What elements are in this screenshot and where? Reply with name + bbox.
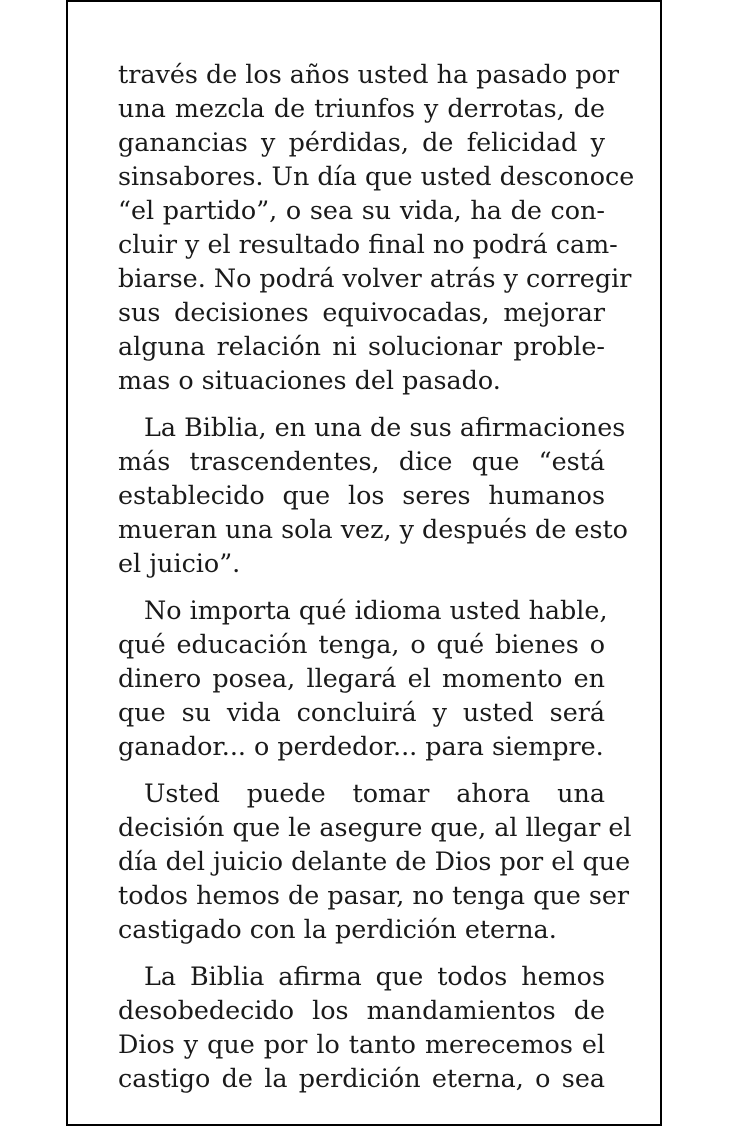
text-line: establecido que los seres humanos bbox=[118, 480, 605, 510]
paragraph-1 bbox=[118, 57, 635, 397]
text-line: todos hemos de pasar, no tenga que ser bbox=[118, 880, 630, 910]
text-line: La Biblia afirma que todos hemos bbox=[144, 961, 605, 991]
text-line: sinsabores. Un día que usted desconoce bbox=[118, 161, 635, 191]
text-line: castigado con la perdición eterna. bbox=[118, 914, 557, 944]
text-line: ganancias y pérdidas, de felicidad y bbox=[118, 127, 605, 157]
text-line: alguna relación ni solucionar proble- bbox=[118, 331, 605, 361]
text-line: cluir y el resultado final no podrá cam- bbox=[118, 229, 618, 259]
text-line: No importa qué idioma usted hable, bbox=[144, 595, 608, 625]
text-line: Usted puede tomar ahora una bbox=[144, 778, 605, 808]
paragraph-4 bbox=[118, 776, 632, 946]
text-line: el juicio”. bbox=[118, 548, 241, 578]
text-line: través de los años usted ha pasado por bbox=[118, 59, 620, 89]
text-line: sus decisiones equivocadas, mejorar bbox=[118, 297, 605, 327]
text-line: Dios y que por lo tanto merecemos el bbox=[118, 1029, 605, 1059]
text-line: qué educación tenga, o qué bienes o bbox=[118, 629, 605, 659]
paragraph-5 bbox=[118, 959, 605, 1095]
text-column bbox=[118, 57, 635, 1108]
text-line: dinero posea, llegará el momento en bbox=[118, 663, 605, 693]
text-line: que su vida concluirá y usted será bbox=[118, 697, 605, 727]
text-line: La Biblia, en una de sus afirmaciones bbox=[144, 412, 626, 442]
text-line: mas o situaciones del pasado. bbox=[118, 365, 501, 395]
text-line: día del juicio delante de Dios por el que bbox=[118, 846, 631, 876]
text-line: más trascendentes, dice que “está bbox=[118, 446, 605, 476]
text-line: biarse. No podrá volver atrás y corregir bbox=[118, 263, 632, 293]
text-line: desobedecido los mandamientos de bbox=[118, 995, 605, 1025]
paragraph-2 bbox=[118, 410, 628, 580]
paragraph-3 bbox=[118, 593, 608, 763]
text-line: castigo de la perdición eterna, o sea bbox=[118, 1063, 605, 1093]
text-line: ganador... o perdedor... para siempre. bbox=[118, 731, 604, 761]
text-line: “el partido”, o sea su vida, ha de con- bbox=[118, 195, 605, 225]
text-line: una mezcla de triunfos y derrotas, de bbox=[118, 93, 605, 123]
text-line: mueran una sola vez, y después de esto bbox=[118, 514, 628, 544]
text-line: decisión que le asegure que, al llegar el bbox=[118, 812, 632, 842]
